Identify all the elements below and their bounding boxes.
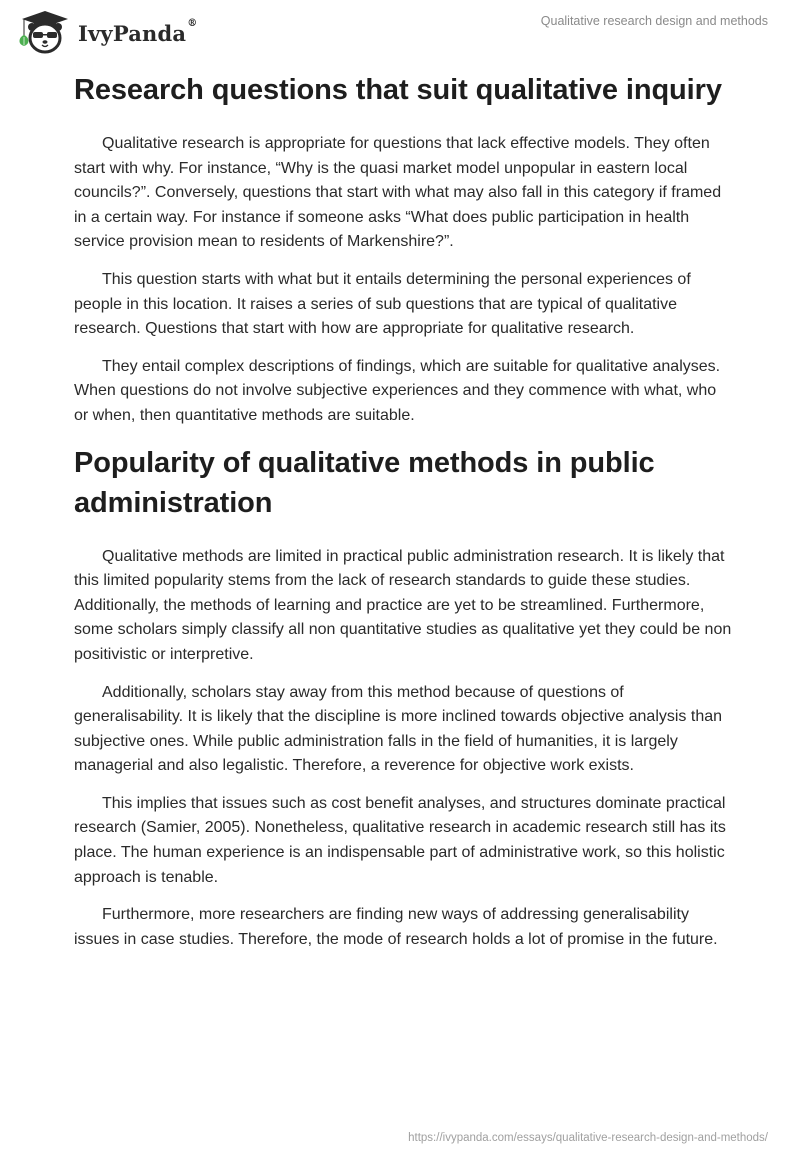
document-title: Qualitative research design and methods	[540, 14, 768, 28]
paragraph: Additionally, scholars stay away from this method because of questions of generalisability. It is likely that the discipline is more inclined towards objective analysis than subjective ones. While public administration falls in the field of humanities, it is largely managerial and also legalistic. Therefore, a reverence for objective work exists.	[74, 683, 723, 775]
essay-content	[74, 70, 734, 952]
ivypanda-logo[interactable]	[18, 8, 197, 54]
section-heading: Popularity of qualitative methods in public administration	[74, 446, 655, 519]
page-header	[0, 0, 800, 60]
section-popularity	[74, 443, 734, 953]
registered-mark: ®	[187, 17, 198, 29]
paragraph: Furthermore, more researchers are finding new ways of addressing generalisability issues in case studies. Therefore, the mode of research holds a lot of promise in the future.	[74, 906, 718, 948]
section-heading: Research questions that suit qualitative inquiry	[74, 74, 722, 106]
paragraph: This implies that issues such as cost benefit analyses, and structures dominate practical research (Samier, 2005). Nonetheless, qualitative research in academic research still has its place. The human experience is an indispensable part of administrative work, so this holistic approach is tenable.	[74, 794, 726, 886]
brand-name: IvyPanda®	[78, 17, 198, 46]
paragraph: This question starts with what but it entails determining the personal experiences of people in this location. It raises a series of sub questions that are typical of qualitative research. Questions that start with how are appropriate for qualitative research.	[74, 270, 691, 338]
paragraph: Qualitative research is appropriate for questions that lack effective models. They often start with why. For instance, “Why is the quasi market model unpopular in eastern local councils?”. Conversely, questions that start with what may also fall in this category if framed in a certain way. For instance if someone asks “What does public participation in health service provision mean to residents of Markenshire?”.	[74, 135, 722, 251]
source-url-link[interactable]: https://ivypanda.com/essays/qualitative-research-design-and-methods/	[408, 1132, 768, 1144]
panda-graduation-cap-icon	[18, 8, 72, 54]
paragraph: They entail complex descriptions of findings, which are suitable for qualitative analyses. When questions do not involve subjective experiences and they commence with what, who or when, then quantitative methods are suitable.	[74, 357, 721, 424]
section-research-questions	[74, 70, 734, 429]
paragraph: Qualitative methods are limited in practical public administration research. It is likely that this limited popularity stems from the lack of research standards to guide these studies. Additionally, the methods of learning and practice are yet to be streamlined. Furthermore, some scholars simply classify all non quantitative studies as qualitative yet they could be non positivistic or interpretive.	[74, 547, 732, 663]
